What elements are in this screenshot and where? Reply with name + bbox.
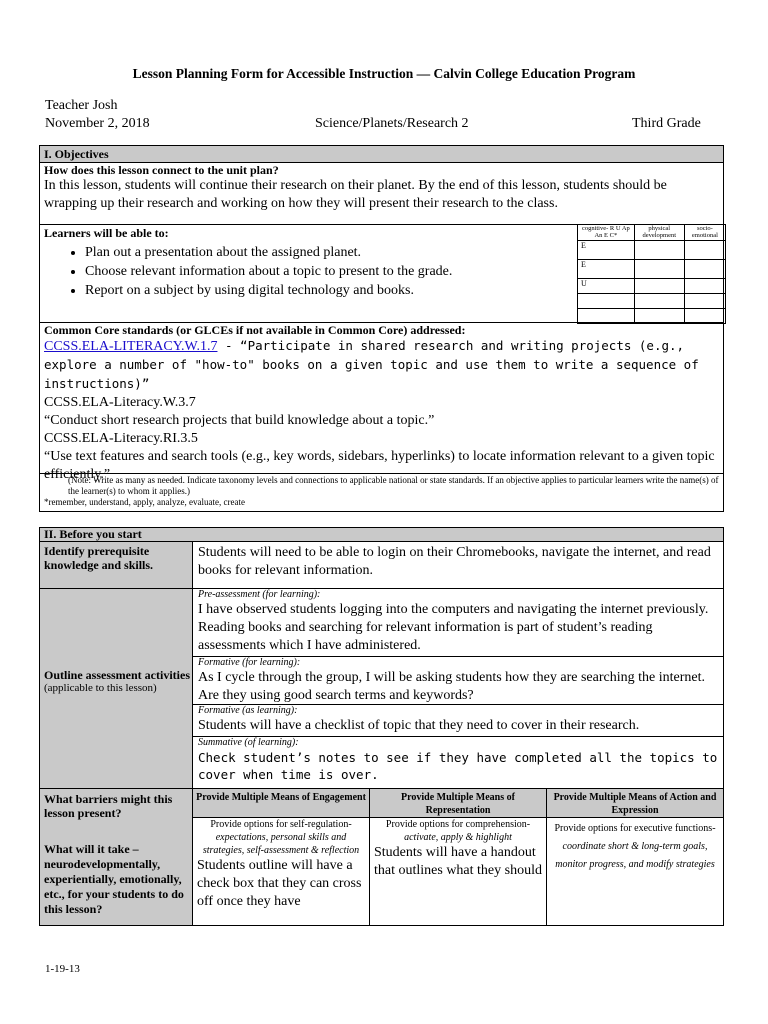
action-expression-header: Provide Multiple Means of Action and Expression bbox=[547, 789, 724, 818]
lesson-subject: Science/Planets/Research 2 bbox=[315, 116, 469, 131]
prereq-text: Students will need to be able to login on their Chromebooks, navigate the internet, and read books for relevant information. bbox=[198, 545, 711, 578]
assessment-label: Outline assessment activities bbox=[44, 668, 190, 682]
representation-cell bbox=[370, 818, 547, 926]
formative-for-cell bbox=[193, 657, 724, 705]
note-text: (Note: Write as many as needed. Indicate taxonomy levels and connections to applicable national or state standards. If an objective applies to particular learners write the name(s) of the learner(s) to whom it applies.) bbox=[68, 475, 719, 496]
engagement-examples: expectations, personal skills and strategies, self-assessment & reflection bbox=[202, 832, 360, 856]
standard-text-w37: “Conduct short research projects that build knowledge about a topic.” bbox=[44, 413, 435, 428]
action-expression-options: Provide options for executive functions- bbox=[554, 823, 716, 834]
objectives-heading: I. Objectives bbox=[39, 145, 724, 163]
page-title: Lesson Planning Form for Accessible Instruction — Calvin College Education Program bbox=[132, 66, 636, 81]
prereq-label: Identify prerequisite knowledge and skills. bbox=[44, 544, 154, 572]
formative-as-label: Formative (as learning): bbox=[198, 705, 298, 716]
standards-label: Common Core standards (or GLCEs if not available in Common Core) addressed: bbox=[44, 323, 466, 337]
learners-label: Learners will be able to: bbox=[44, 226, 169, 240]
tax-cell: E bbox=[578, 241, 635, 260]
engagement-text: Students outline will have a check box that they can cross off once they have bbox=[197, 858, 362, 909]
unit-connection-block bbox=[39, 163, 724, 225]
standard-text-ri35: “Use text features and search tools (e.g., key words, sidebars, hyperlinks) to locate information relevant to a given topic efficiently.” bbox=[44, 449, 715, 482]
standard-text-w17: - “Participate in shared research and writing projects (e.g., explore a number of "how-to" books on a given topic and use them to write a sequence of instructions)” bbox=[44, 338, 699, 391]
engagement-header: Provide Multiple Means of Engagement bbox=[193, 789, 370, 818]
formative-as-text: Students will have a checklist of topic that they need to cover in their research. bbox=[198, 718, 640, 733]
tax-cell: E bbox=[578, 260, 635, 279]
barriers-label: What barriers might this lesson present? bbox=[44, 792, 173, 820]
representation-examples: activate, apply & highlight bbox=[404, 832, 512, 843]
note-block bbox=[39, 474, 724, 512]
tax-header-socio: socio-emotional bbox=[684, 225, 725, 241]
action-expression-cell bbox=[547, 818, 724, 926]
learner-goals-block bbox=[39, 225, 724, 323]
objectives-section bbox=[39, 145, 724, 512]
summative-label: Summative (of learning): bbox=[198, 737, 299, 748]
pre-assessment-text: I have observed students logging into the computers and navigating the internet previously. Reading books and searching for relevant information is part of student’s reading assessments which I have administered. bbox=[198, 602, 709, 653]
barriers-label-cell bbox=[39, 789, 193, 926]
formative-as-cell bbox=[193, 705, 724, 737]
engagement-options: Provide options for self-regulation- bbox=[210, 819, 352, 830]
standards-block bbox=[39, 323, 724, 482]
tax-header-physical: physical development bbox=[634, 225, 684, 241]
before-heading: II. Before you start bbox=[39, 527, 724, 542]
objective-list bbox=[40, 243, 605, 300]
tax-cell bbox=[578, 309, 635, 324]
objective-item: • Report on a subject by using digital technology and books. bbox=[85, 281, 605, 300]
footer-date: 1-19-13 bbox=[45, 963, 80, 975]
representation-options: Provide options for comprehension- bbox=[385, 819, 531, 830]
tax-cell: U bbox=[578, 279, 635, 294]
summative-text: Check student’s notes to see if they have completed all the topics to cover when time is over. bbox=[198, 750, 718, 782]
taxonomy-note: *remember, understand, apply, analyze, evaluate, create bbox=[44, 497, 245, 507]
assessment-sublabel: (applicable to this lesson) bbox=[44, 682, 157, 694]
formative-for-text: As I cycle through the group, I will be asking students how they are searching the internet. Are they using good search terms and keywords? bbox=[198, 670, 705, 703]
action-expression-examples: coordinate short & long-term goals, monitor progress, and modify strategies bbox=[555, 841, 715, 870]
taxonomy-table bbox=[577, 224, 726, 324]
representation-text: Students will have a handout that outlines what they should bbox=[374, 845, 542, 878]
pre-assessment-cell bbox=[193, 589, 724, 657]
assessment-label-cell bbox=[39, 589, 193, 789]
unit-connection-answer: In this lesson, students will continue their research on their planet. By the end of this lesson, students should be wrapping up their research and working on how they will present their research to the class. bbox=[44, 178, 667, 211]
formative-for-label: Formative (for learning): bbox=[198, 657, 301, 668]
before-start-section bbox=[39, 527, 724, 926]
summative-cell bbox=[193, 737, 724, 789]
lesson-date: November 2, 2018 bbox=[45, 116, 150, 131]
pre-assessment-label: Pre-assessment (for learning): bbox=[198, 589, 321, 600]
tax-cell bbox=[578, 294, 635, 309]
objective-item: • Plan out a presentation about the assigned planet. bbox=[85, 243, 605, 262]
objective-item: • Choose relevant information about a topic to present to the grade. bbox=[85, 262, 605, 281]
teacher-name: Teacher Josh bbox=[45, 98, 118, 113]
unit-connection-question: How does this lesson connect to the unit plan? bbox=[44, 163, 279, 177]
prereq-label-cell bbox=[39, 542, 193, 589]
standard-code-ri35: CCSS.ELA-Literacy.RI.3.5 bbox=[44, 431, 198, 446]
engagement-cell bbox=[193, 818, 370, 926]
grade-level: Third Grade bbox=[632, 116, 701, 131]
tax-header-cognitive: cognitive- R U Ap An E C* bbox=[578, 225, 635, 241]
representation-header: Provide Multiple Means of Representation bbox=[370, 789, 547, 818]
take-label: What will it take – neurodevelopmentally, experientially, emotionally, etc., for your students to do this lesson? bbox=[44, 842, 184, 916]
standard-link-w17[interactable]: CCSS.ELA-LITERACY.W.1.7 bbox=[44, 339, 218, 354]
standard-code-w37: CCSS.ELA-Literacy.W.3.7 bbox=[44, 395, 196, 410]
prereq-text-cell bbox=[193, 542, 724, 589]
